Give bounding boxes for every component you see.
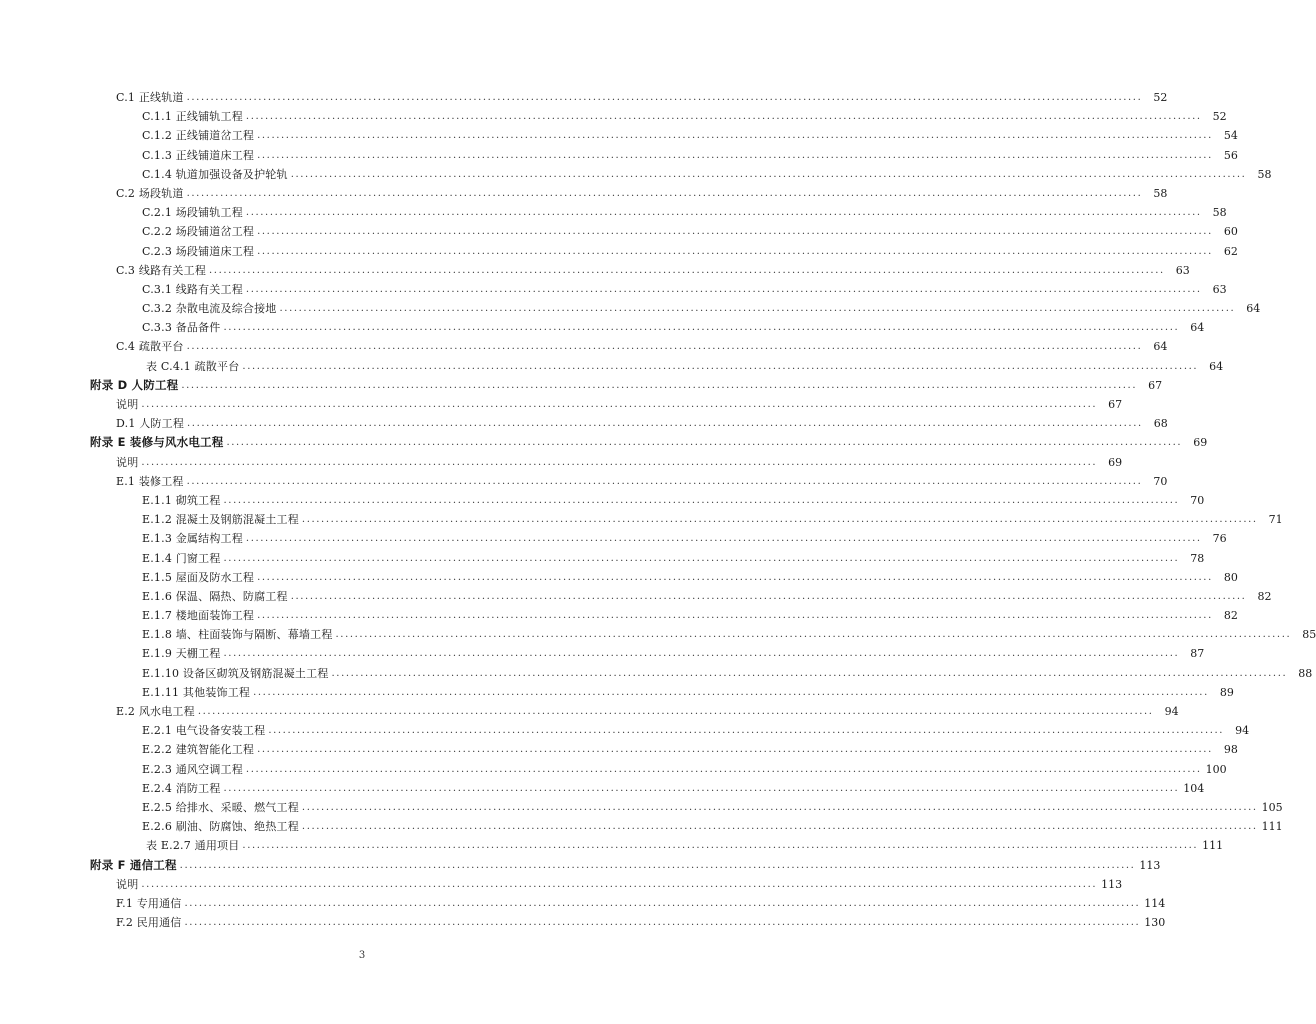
toc-leader-dots: ........................................................................................................................................................................................................ — [226, 437, 1183, 449]
toc-entry[interactable] — [0, 318, 1205, 337]
toc-entry[interactable] — [0, 529, 1227, 548]
toc-entry-page: 52 — [1212, 110, 1227, 124]
toc-entry-page: 67 — [1108, 398, 1123, 411]
toc-entry-label: 表 C.4.1 疏散平台 — [146, 359, 240, 373]
toc-entry[interactable] — [0, 395, 1123, 414]
toc-entry-label: 附录 E 装修与风水电工程 — [90, 435, 224, 450]
toc-entry-page: 56 — [1223, 148, 1238, 162]
toc-entry[interactable] — [0, 357, 1224, 376]
toc-leader-dots: ........................................................................................................................................................................................................ — [184, 917, 1141, 929]
toc-entry-label: E.2.5 给排水、采暖、燃气工程 — [142, 800, 299, 814]
toc-entry-label: E.2.3 通风空调工程 — [142, 762, 243, 776]
toc-entry-page: 111 — [1261, 820, 1283, 834]
toc-entry-page: 98 — [1223, 743, 1238, 757]
toc-entry-page: 70 — [1153, 474, 1168, 488]
toc-leader-dots: ........................................................................................................................................................................................................ — [257, 226, 1213, 238]
toc-leader-dots: ........................................................................................................................................................................................................ — [279, 303, 1236, 315]
toc-entry[interactable] — [0, 280, 1227, 299]
toc-leader-dots: ........................................................................................................................................................................................................ — [331, 667, 1288, 679]
toc-entry-label: 表 E.2.7 通用项目 — [146, 839, 240, 853]
toc-entry[interactable] — [0, 894, 1166, 913]
toc-entry[interactable] — [0, 222, 1238, 241]
toc-leader-dots: ........................................................................................................................................................................................................ — [257, 149, 1213, 161]
toc-entry-label: E.1.4 门窗工程 — [142, 551, 221, 565]
toc-entry-page: 64 — [1246, 302, 1261, 316]
toc-leader-dots: ........................................................................................................................................................................................................ — [223, 552, 1180, 564]
toc-entry-page: 82 — [1223, 609, 1238, 623]
toc-entry[interactable] — [0, 625, 1316, 644]
toc-leader-dots: ........................................................................................................................................................................................................ — [245, 763, 1202, 775]
toc-leader-dots: ........................................................................................................................................................................................................ — [209, 264, 1165, 276]
toc-entry-page: 78 — [1190, 551, 1205, 565]
toc-leader-dots: ........................................................................................................................................................................................................ — [257, 130, 1213, 142]
toc-entry[interactable] — [0, 587, 1272, 606]
toc-leader-dots: ........................................................................................................................................................................................................ — [223, 322, 1180, 334]
toc-entry-label: C.3 线路有关工程 — [116, 263, 207, 277]
toc-entry-page: 89 — [1219, 685, 1234, 699]
toc-leader-dots: ........................................................................................................................................................................................................ — [301, 514, 1258, 526]
toc-leader-dots: ........................................................................................................................................................................................................ — [335, 629, 1292, 641]
toc-leader-dots: ........................................................................................................................................................................................................ — [268, 725, 1225, 737]
toc-leader-dots: ........................................................................................................................................................................................................ — [186, 475, 1143, 487]
toc-entry-label: C.3.3 备品备件 — [142, 321, 221, 335]
toc-entry-label: E.1.5 屋面及防水工程 — [142, 570, 255, 584]
toc-entry-page: 58 — [1257, 167, 1272, 181]
toc-entry-label: E.1.10 设备区砌筑及钢筋混凝土工程 — [142, 666, 329, 680]
toc-entry-page: 85 — [1302, 628, 1316, 642]
toc-leader-dots: ........................................................................................................................................................................................................ — [257, 571, 1213, 583]
toc-entry-label: C.4 疏散平台 — [116, 340, 184, 354]
toc-leader-dots: ........................................................................................................................................................................................................ — [301, 821, 1258, 833]
toc-entry[interactable] — [0, 510, 1283, 529]
toc-entry[interactable] — [0, 414, 1168, 433]
toc-entry-label: C.1.3 正线铺道床工程 — [142, 148, 255, 162]
toc-entry-page: 80 — [1223, 570, 1238, 584]
toc-leader-dots: ........................................................................................................................................................................................................ — [186, 341, 1143, 353]
toc-entry-page: 113 — [1139, 858, 1161, 872]
toc-entry-page: 58 — [1212, 206, 1227, 220]
toc-entry-label: E.2.4 消防工程 — [142, 781, 221, 795]
toc-entry-page: 70 — [1190, 493, 1205, 507]
toc-entry-page: 105 — [1261, 800, 1283, 814]
toc-entry-label: E.2.2 建筑智能化工程 — [142, 743, 255, 757]
toc-entry[interactable] — [0, 433, 1208, 452]
toc-entry-label: E.1.3 金属结构工程 — [142, 532, 243, 546]
toc-entry[interactable] — [0, 261, 1190, 280]
toc-entry-label: F.2 民用通信 — [116, 916, 182, 930]
toc-entry-page: 69 — [1193, 436, 1208, 450]
toc-leader-dots: ........................................................................................................................................................................................................ — [257, 744, 1213, 756]
toc-entry-page: 67 — [1148, 378, 1163, 392]
toc-entry-page: 82 — [1257, 589, 1272, 603]
toc-entry-page: 113 — [1101, 877, 1123, 891]
toc-entry-label: C.3.2 杂散电流及综合接地 — [142, 302, 277, 316]
toc-entry-label: 附录 D 人防工程 — [90, 377, 179, 392]
toc-entry-page: 71 — [1268, 513, 1283, 527]
toc-leader-dots: ........................................................................................................................................................................................................ — [223, 494, 1180, 506]
toc-entry-page: 94 — [1235, 724, 1250, 738]
toc-entry-page: 87 — [1190, 647, 1205, 661]
toc-leader-dots: ........................................................................................................................................................................................................ — [179, 859, 1136, 871]
table-of-contents — [0, 88, 1316, 932]
toc-entry[interactable] — [0, 126, 1238, 145]
toc-leader-dots: ........................................................................................................................................................................................................ — [257, 245, 1213, 257]
toc-entry-label: C.3.1 线路有关工程 — [142, 282, 243, 296]
toc-leader-dots: ........................................................................................................................................................................................................ — [245, 533, 1202, 545]
toc-entry[interactable] — [0, 376, 1163, 395]
toc-leader-dots: ........................................................................................................................................................................................................ — [245, 207, 1202, 219]
toc-entry-page: 63 — [1175, 263, 1190, 277]
toc-leader-dots: ........................................................................................................................................................................................................ — [141, 399, 1098, 410]
toc-entry-page: 94 — [1164, 705, 1179, 718]
toc-entry-page: 104 — [1183, 781, 1205, 795]
toc-entry-label: C.2 场段轨道 — [116, 186, 184, 200]
toc-entry-label: F.1 专用通信 — [116, 896, 182, 910]
toc-entry[interactable] — [0, 740, 1238, 759]
toc-entry-page: 88 — [1298, 666, 1313, 680]
toc-entry-label: D.1 人防工程 — [116, 417, 185, 431]
toc-leader-dots: ........................................................................................................................................................................................................ — [242, 840, 1199, 852]
toc-entry[interactable] — [0, 875, 1123, 894]
toc-leader-dots: ........................................................................................................................................................................................................ — [301, 801, 1258, 813]
toc-entry-label: C.1 正线轨道 — [116, 91, 184, 104]
toc-entry-label: E.1.8 墙、柱面装饰与隔断、幕墙工程 — [142, 628, 333, 642]
toc-entry-label: E.1.2 混凝土及钢筋混凝土工程 — [142, 513, 299, 527]
toc-entry[interactable] — [0, 817, 1283, 836]
toc-leader-dots: ........................................................................................................................................................................................................ — [253, 686, 1209, 698]
toc-entry[interactable] — [0, 453, 1123, 472]
toc-leader-dots: ........................................................................................................................................................................................................ — [223, 782, 1180, 794]
toc-entry-page: 62 — [1223, 244, 1238, 258]
toc-entry[interactable] — [0, 702, 1179, 721]
toc-entry-page: 54 — [1223, 129, 1238, 143]
toc-entry-label: C.1.4 轨道加强设备及护轮轨 — [142, 167, 288, 181]
toc-leader-dots: ........................................................................................................................................................................................................ — [290, 168, 1247, 180]
toc-entry-label: C.1.1 正线铺轨工程 — [142, 110, 243, 124]
toc-entry[interactable] — [0, 337, 1168, 356]
toc-entry-label: E.1.7 楼地面装饰工程 — [142, 609, 255, 623]
toc-leader-dots: ........................................................................................................................................................................................................ — [186, 187, 1143, 199]
toc-entry-label: 附录 F 通信工程 — [90, 857, 177, 872]
toc-entry[interactable] — [0, 299, 1261, 318]
toc-entry-label: 说明 — [116, 398, 139, 411]
toc-leader-dots: ........................................................................................................................................................................................................ — [187, 418, 1143, 430]
toc-entry[interactable] — [0, 472, 1168, 491]
toc-entry-label: C.1.2 正线铺道岔工程 — [142, 129, 255, 143]
page-number: 3 — [358, 950, 366, 961]
toc-entry-label: E.2 风水电工程 — [116, 705, 195, 718]
toc-entry[interactable] — [0, 606, 1238, 625]
toc-entry[interactable] — [0, 798, 1283, 817]
toc-entry[interactable] — [0, 184, 1168, 203]
toc-leader-dots: ........................................................................................................................................................................................................ — [197, 706, 1154, 717]
toc-entry[interactable] — [0, 146, 1238, 165]
toc-entry-label: E.1.11 其他装饰工程 — [142, 685, 251, 699]
toc-leader-dots: ........................................................................................................................................................................................................ — [141, 456, 1098, 468]
toc-entry-page: 60 — [1223, 225, 1238, 239]
toc-entry-page: 64 — [1153, 340, 1168, 354]
toc-leader-dots: ........................................................................................................................................................................................................ — [184, 897, 1141, 909]
toc-entry-label: E.1.1 砌筑工程 — [142, 493, 221, 507]
toc-entry[interactable] — [0, 683, 1234, 702]
toc-leader-dots: ........................................................................................................................................................................................................ — [242, 360, 1199, 372]
toc-leader-dots: ........................................................................................................................................................................................................ — [290, 590, 1247, 602]
toc-entry-label: 说明 — [116, 877, 139, 891]
toc-entry-page: 130 — [1144, 916, 1166, 930]
toc-entry-label: C.2.3 场段铺道床工程 — [142, 244, 255, 258]
toc-entry-label: C.2.2 场段铺道岔工程 — [142, 225, 255, 239]
toc-entry[interactable] — [0, 165, 1272, 184]
toc-leader-dots: ........................................................................................................................................................................................................ — [186, 92, 1143, 103]
toc-leader-dots: ........................................................................................................................................................................................................ — [245, 283, 1202, 295]
toc-entry-page: 69 — [1108, 455, 1123, 469]
toc-entry-label: E.1 装修工程 — [116, 474, 184, 488]
toc-entry-label: E.2.6 刷油、防腐蚀、绝热工程 — [142, 820, 299, 834]
toc-entry-label: E.1.6 保温、隔热、防腐工程 — [142, 589, 288, 603]
toc-entry-page: 64 — [1190, 321, 1205, 335]
toc-entry-page: 68 — [1153, 417, 1168, 431]
toc-entry[interactable] — [0, 760, 1227, 779]
toc-leader-dots: ........................................................................................................................................................................................................ — [223, 648, 1180, 660]
toc-leader-dots: ........................................................................................................................................................................................................ — [181, 379, 1138, 391]
toc-entry[interactable] — [0, 856, 1161, 875]
toc-entry-page: 52 — [1153, 91, 1168, 104]
toc-entry[interactable] — [0, 568, 1238, 587]
toc-entry[interactable] — [0, 836, 1224, 855]
toc-entry-label: C.2.1 场段铺轨工程 — [142, 206, 243, 220]
toc-entry-label: E.1.9 天棚工程 — [142, 647, 221, 661]
toc-leader-dots: ........................................................................................................................................................................................................ — [257, 610, 1213, 622]
toc-entry[interactable] — [0, 203, 1227, 222]
toc-leader-dots: ........................................................................................................................................................................................................ — [245, 111, 1202, 123]
toc-entry[interactable] — [0, 644, 1205, 663]
toc-entry-page: 76 — [1212, 532, 1227, 546]
toc-entry-page: 58 — [1153, 186, 1168, 200]
toc-entry[interactable] — [0, 107, 1227, 126]
toc-leader-dots: ........................................................................................................................................................................................................ — [141, 878, 1098, 890]
toc-entry[interactable] — [0, 721, 1250, 740]
toc-entry[interactable] — [0, 779, 1205, 798]
toc-entry-page: 111 — [1202, 839, 1224, 853]
toc-entry[interactable] — [0, 88, 1168, 107]
toc-entry[interactable] — [0, 549, 1205, 568]
toc-entry[interactable] — [0, 242, 1238, 261]
toc-entry[interactable] — [0, 913, 1166, 932]
toc-entry[interactable] — [0, 491, 1205, 510]
toc-entry-page: 64 — [1209, 359, 1224, 373]
toc-entry-page: 63 — [1212, 282, 1227, 296]
toc-entry[interactable] — [0, 664, 1313, 683]
toc-entry-label: E.2.1 电气设备安装工程 — [142, 724, 266, 738]
toc-entry-page: 114 — [1144, 896, 1166, 910]
toc-entry-page: 100 — [1205, 762, 1227, 776]
toc-entry-label: 说明 — [116, 455, 139, 469]
